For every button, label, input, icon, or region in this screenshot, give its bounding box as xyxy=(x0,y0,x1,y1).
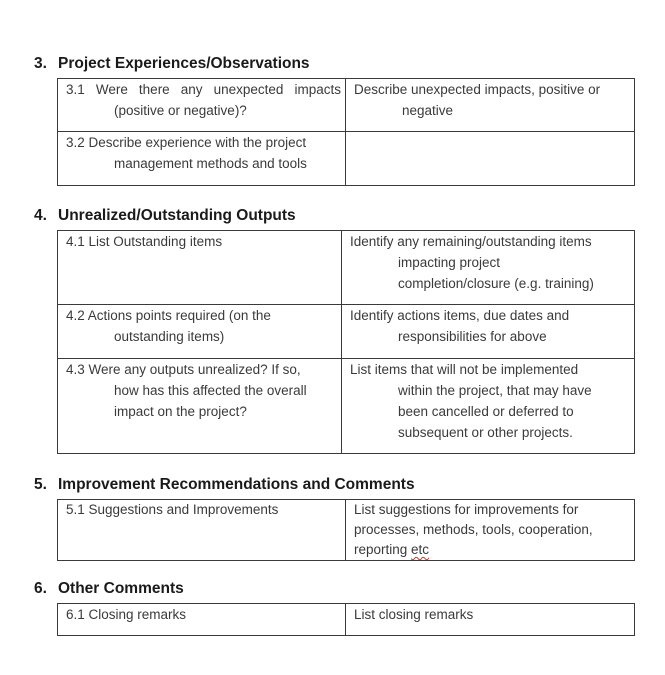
table-row xyxy=(58,132,635,186)
cell-line: Identify any remaining/outstanding items xyxy=(350,234,592,249)
cell-line: Describe unexpected impacts, positive or xyxy=(354,82,601,97)
question-cell[interactable] xyxy=(58,79,346,132)
answer-cell[interactable] xyxy=(342,231,635,305)
cell-line: (positive or negative)? xyxy=(114,103,247,118)
answer-cell[interactable] xyxy=(346,604,635,636)
cell-line: been cancelled or deferred to xyxy=(398,404,574,419)
cell-line: outstanding items) xyxy=(114,329,225,344)
cell-line: impacting project xyxy=(398,255,501,270)
question-cell[interactable] xyxy=(58,132,346,186)
cell-line: negative xyxy=(402,103,454,118)
section-5-heading xyxy=(34,476,415,494)
cell-line: responsibilities for above xyxy=(398,329,547,344)
section-number: 6. xyxy=(34,580,47,597)
cell-line xyxy=(354,540,630,560)
cell-line: 4.1 List Outstanding items xyxy=(66,234,223,249)
question-cell[interactable] xyxy=(58,359,342,454)
cell-line: processes, methods, tools, cooperation, xyxy=(354,522,593,537)
section-6-heading xyxy=(34,580,184,598)
section-3-heading xyxy=(34,55,310,73)
cell-line: within the project, that may have xyxy=(398,383,592,398)
section-number: 5. xyxy=(34,476,47,493)
answer-cell[interactable] xyxy=(346,79,635,132)
section-4-heading xyxy=(34,207,296,225)
table-row xyxy=(58,500,635,561)
answer-cell[interactable] xyxy=(342,359,635,454)
section-4-table xyxy=(57,230,635,454)
cell-line: Identify actions items, due dates and xyxy=(350,308,570,323)
table-row xyxy=(58,231,635,305)
cell-line: 6.1 Closing remarks xyxy=(66,607,187,622)
cell-line: 5.1 Suggestions and Improvements xyxy=(66,502,279,517)
table-row xyxy=(58,359,635,454)
section-number: 4. xyxy=(34,207,47,224)
cell-line: 3.1 Were there any unexpected impacts xyxy=(66,82,341,97)
cell-line: management methods and tools xyxy=(114,156,307,171)
question-cell[interactable] xyxy=(58,500,346,561)
spellcheck-flagged-word: etc xyxy=(411,542,430,557)
section-title: Project Experiences/Observations xyxy=(58,55,310,72)
section-6-table xyxy=(57,603,635,636)
section-title: Other Comments xyxy=(58,580,184,597)
table-row xyxy=(58,604,635,636)
cell-line: impact on the project? xyxy=(114,404,247,419)
question-cell[interactable] xyxy=(58,305,342,359)
question-cell[interactable] xyxy=(58,604,346,636)
answer-cell[interactable] xyxy=(342,305,635,359)
cell-line: List suggestions for improvements for xyxy=(354,502,579,517)
cell-line: List closing remarks xyxy=(354,607,474,622)
answer-cell[interactable] xyxy=(346,500,635,561)
answer-cell[interactable] xyxy=(346,132,635,186)
section-number: 3. xyxy=(34,55,47,72)
cell-line: List items that will not be implemented xyxy=(350,362,579,377)
section-5-table xyxy=(57,499,635,561)
table-row xyxy=(58,305,635,359)
cell-line: 4.3 Were any outputs unrealized? If so, xyxy=(66,362,301,377)
section-title: Improvement Recommendations and Comments xyxy=(58,476,415,493)
cell-line: completion/closure (e.g. training) xyxy=(398,276,594,291)
table-row xyxy=(58,79,635,132)
question-cell[interactable] xyxy=(58,231,342,305)
cell-line: 3.2 Describe experience with the project xyxy=(66,135,307,150)
section-title: Unrealized/Outstanding Outputs xyxy=(58,207,296,224)
cell-line: how has this affected the overall xyxy=(114,383,307,398)
cell-line: subsequent or other projects. xyxy=(398,425,573,440)
cell-line-text: reporting xyxy=(354,542,412,557)
section-3-table xyxy=(57,78,635,186)
cell-line: 4.2 Actions points required (on the xyxy=(66,308,271,323)
